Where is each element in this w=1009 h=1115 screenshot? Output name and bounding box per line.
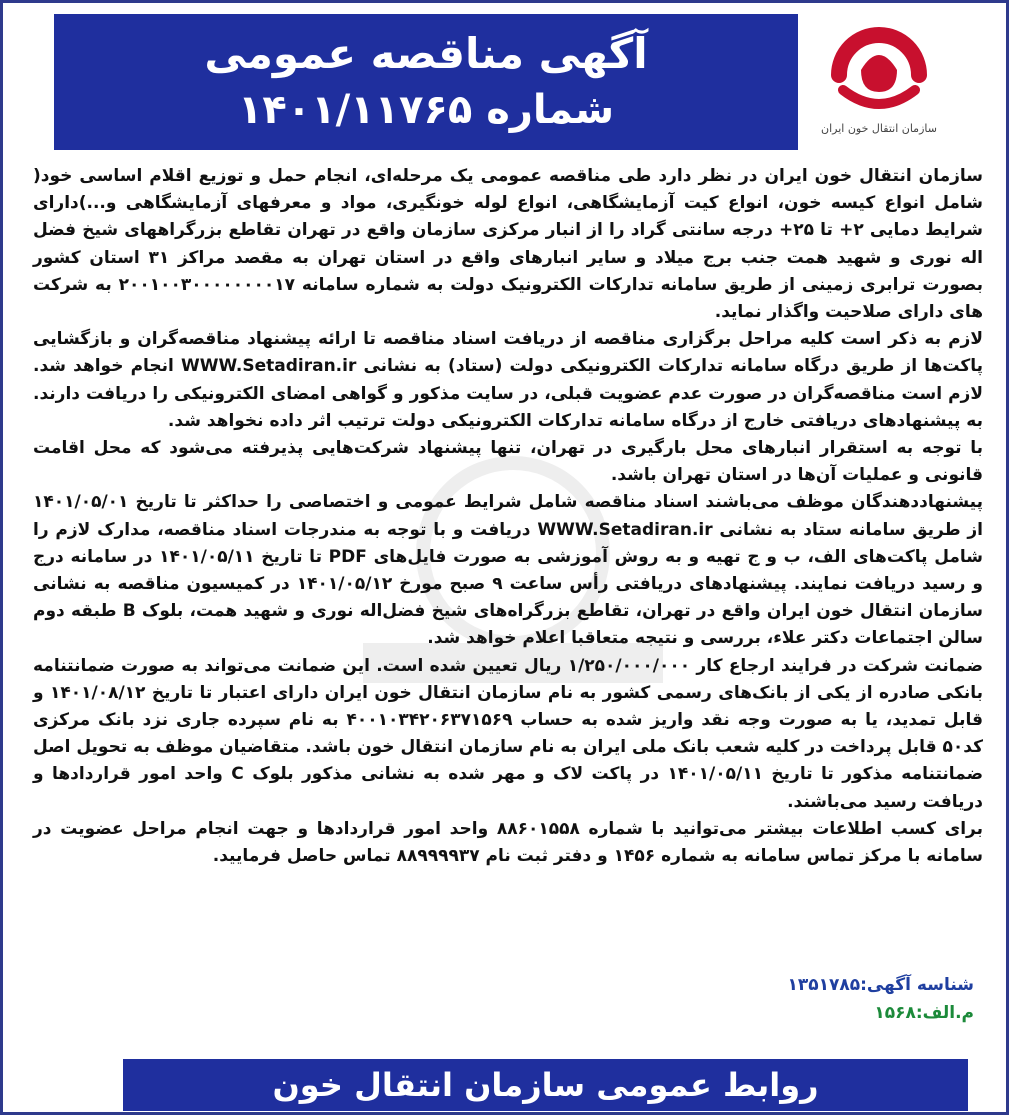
title-banner (54, 14, 798, 150)
logo-caption: سازمان انتقال خون ایران (821, 122, 937, 135)
blood-transfusion-logo-icon (819, 20, 939, 120)
paragraph-location-requirement: با توجه به استقرار انبارهای محل بارگیری در تهران، تنها پیشنهاد شرکت‌هایی پذیرفته می‌شود که محل اقامت قانونی و عملیات آن‌ها در استان تهران باشد. (33, 438, 983, 486)
paragraph-guarantee: ضمانت شرکت در فرایند ارجاع کار ۱/۲۵۰/۰۰۰/۰۰۰ ریال تعیین شده است. این ضمانت می‌تواند به صورت ضمانتنامه بانکی صادره از یکی از بانک‌های رسمی کشور به نام سازمان انتقال خون ایران دارای اعتبار تا تاریخ ۱۴۰۱/۰۸/۱۲ و قابل تمدید، یا به صورت وجه نقد واریز شده به حساب ۴۰۰۱۰۳۴۲۰۶۳۷۱۵۶۹ به نام سپرده جاری نزد بانک مرکزی کد۵۰ قابل پرداخت در کلیه شعب بانک ملی ایران به نام سازمان انتقال خون باشد. متقاضیان موظف به تحویل اصل ضمانتنامه مذکور تا تاریخ ۱۴۰۱/۰۵/۱۱ در پاکت لاک و مهر شده به نشانی مذکور بلوک C واحد امور قراردادها و دریافت رسید می‌باشند. (33, 655, 983, 812)
paragraph-tender-description: سازمان انتقال خون ایران در نظر دارد طی مناقصه عمومی یک مرحله‌ای، انجام حمل و توزیع اقلام اساسی خود( شامل انواع کیسه خون، انواع کیت آزمایشگاهی، انواع لوله خونگیری، مواد و معرفهای آزمایشگاهی و...)دارای شرایط دمایی ۲+ تا ۲۵+ درجه سانتی گراد را از انبار مرکزی سازمان واقع در تهران تقاطع بزرگراههای شیخ فضل اله نوری و شهید همت جنب برج میلاد و سایر انبارهای واقع در استان تهران به مقصد مراکز ۳۱ استان کشور بصورت ترابری زمینی از طریق سامانه تدارکات الکترونیک دولت به شماره سامانه ۲۰۰۱۰۰۳۰۰۰۰۰۰۰۰۱۷ به شرکت های دارای صلاحیت واگذار نماید. (33, 166, 983, 323)
notice-body (33, 163, 983, 953)
paragraph-deadlines: پیشنهاددهندگان موظف می‌باشند اسناد مناقصه شامل شرایط عمومی و اختصاصی را حداکثر تا تاریخ ۱۴۰۱/۰۵/۰۱ از طریق سامانه ستاد به نشانی WWW.Setadiran.ir دریافت و با توجه به مندرجات اسناد مناقصه، مدارک لازم را شامل پاکت‌های الف، ب و ج تهیه و به روش آموزشی به صورت فایل‌های PDF تا تاریخ ۱۴۰۱/۰۵/۱۱ در سامانه درج و رسید دریافت نمایند. پیشنهادهای دریافتی رأس ساعت ۹ صبح مورخ ۱۴۰۱/۰۵/۱۲ در کمیسیون مناقصه به نشانی سازمان انتقال خون ایران واقع در تهران، تقاطع بزرگراه‌های شیخ فضل‌اله نوری و شهید همت، بلوک B طبقه دوم سالن اجتماعات دکتر علاء، بررسی و نتیجه متعاقبا اعلام خواهد شد. (33, 492, 983, 649)
reference-number: م.الف:۱۵۶۸ (874, 1003, 974, 1023)
notice-number: شماره ۱۴۰۱/۱۱۷۶۵ (237, 87, 615, 133)
notice-meta (787, 971, 974, 1027)
notice-header (6, 6, 1006, 156)
footer-banner: روابط عمومی سازمان انتقال خون (123, 1059, 968, 1111)
notice-title: آگهی مناقصه عمومی (204, 29, 648, 78)
paragraph-contact-info: برای کسب اطلاعات بیشتر می‌توانید با شماره ۸۸۶۰۱۵۵۸ واحد امور قراردادها و جهت انجام مراحل عضویت در سامانه با مرکز تماس سامانه به شماره ۱۴۵۶ و دفتر ثبت نام ۸۸۹۹۹۹۳۷ تماس حاصل فرمایید. (33, 818, 984, 867)
paragraph-electronic-process: لازم به ذکر است کلیه مراحل برگزاری مناقصه از دریافت اسناد مناقصه تا ارائه پیشنهاد مناقصه‌گران و بازگشایی پاکت‌ها از طریق درگاه سامانه تدارکات الکترونیکی دولت (ستاد) به نشانی WWW.Setadiran.ir انجام خواهد شد. لازم است مناقصه‌گران در صورت عدم عضویت قبلی، در سایت مذکور و گواهی امضای الکترونیکی را دریافت دارند. به پیشنهادهای دریافتی خارج از درگاه سامانه تدارکات الکترونیکی دولت ترتیب اثر داده نخواهد شد. (33, 329, 983, 431)
ad-code: شناسه آگهی:۱۳۵۱۷۸۵ (787, 975, 974, 995)
organization-logo (809, 20, 949, 150)
